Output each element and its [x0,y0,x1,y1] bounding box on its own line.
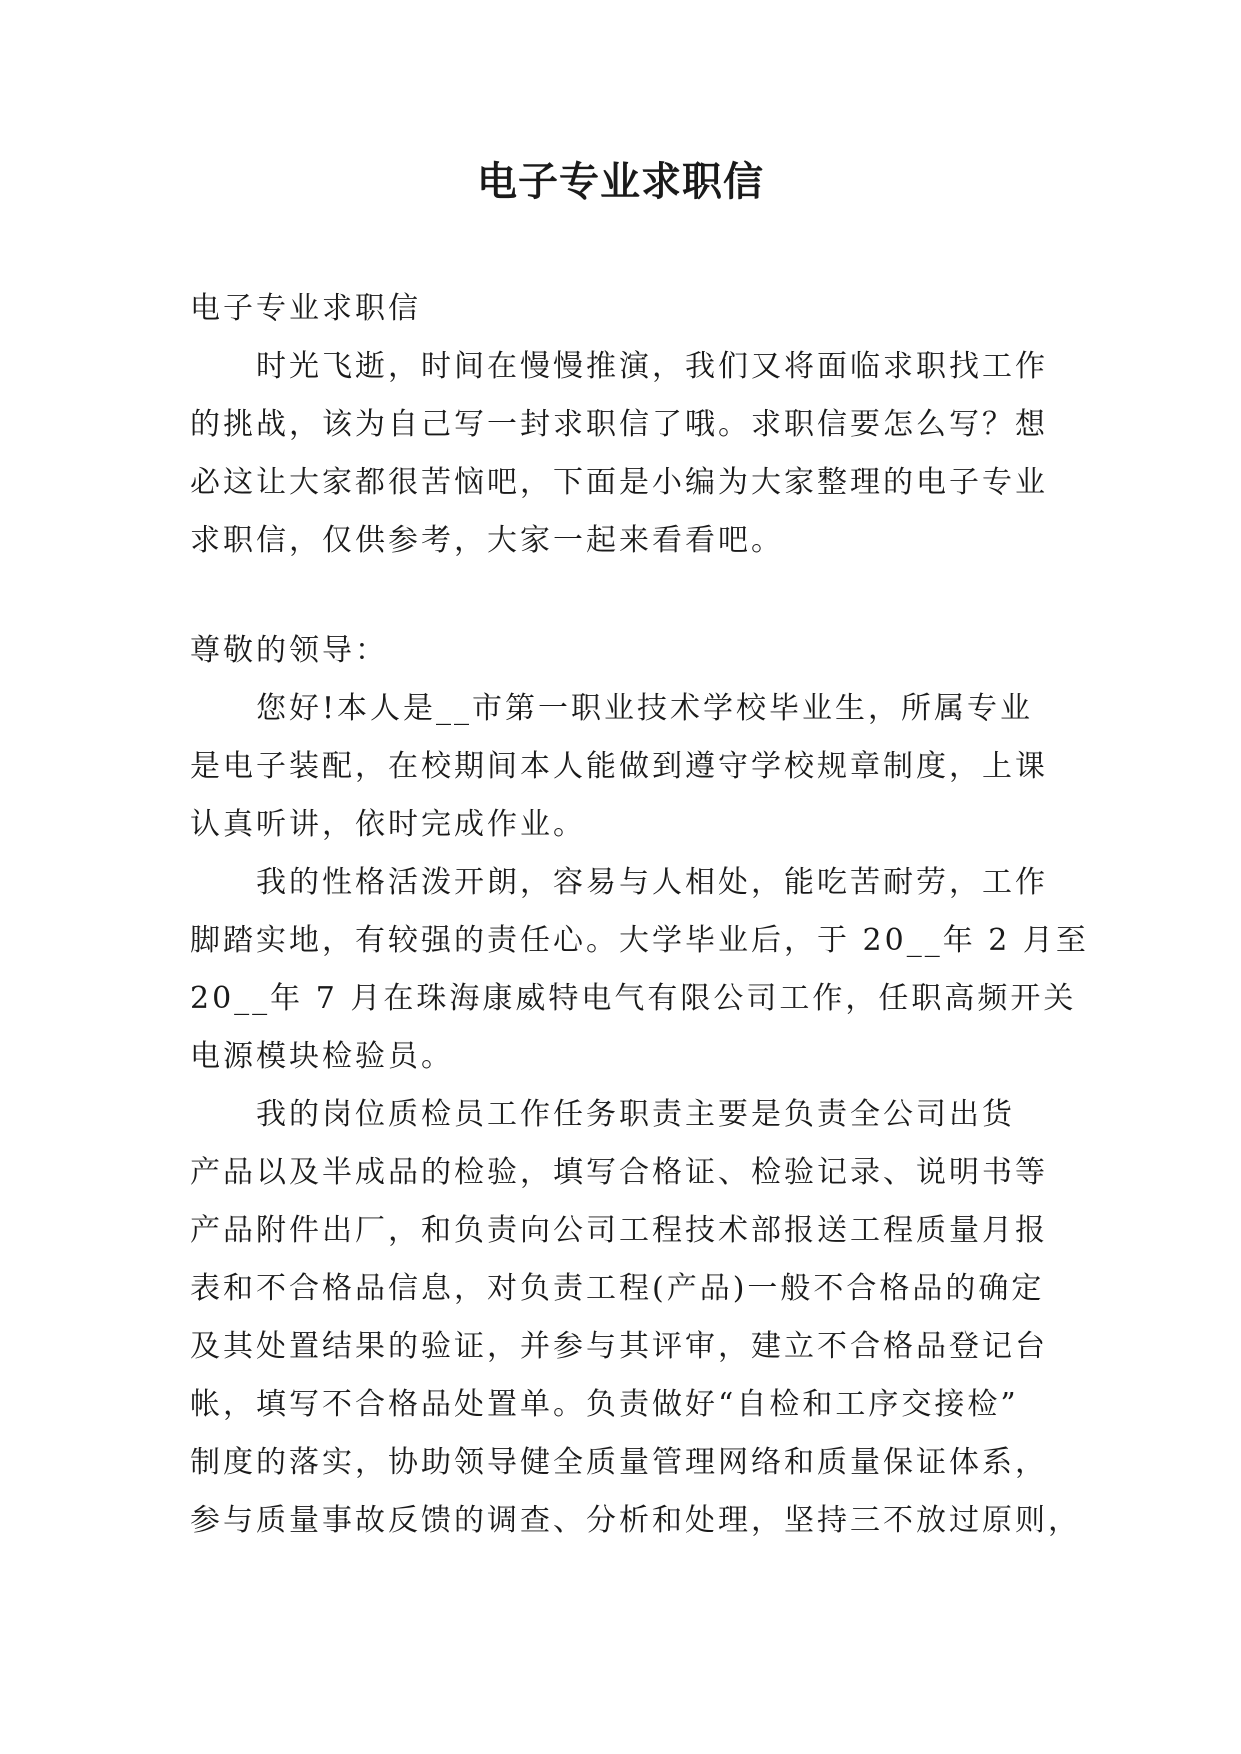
paragraph-line: 是电子装配，在校期间本人能做到遵守学校规章制度，上课 [190,749,1048,784]
paragraph-line: 的挑战，该为自己写一封求职信了哦。求职信要怎么写？想 [190,407,1048,442]
salutation: 尊敬的领导： [190,633,388,668]
paragraph-line: 帐，填写不合格品处置单。负责做好“自检和工序交接检” [190,1387,1019,1422]
paragraph-line: 电源模块检验员。 [190,1039,454,1074]
document-title: 电子专业求职信 [477,159,764,205]
paragraph-line: 参与质量事故反馈的调查、分析和处理，坚持三不放过原则， [190,1503,1081,1538]
paragraph-3 [190,1086,1081,1550]
paragraph-line: 时光飞逝，时间在慢慢推演，我们又将面临求职找工作 [256,349,1048,384]
paragraph-line: 认真听讲，依时完成作业。 [190,807,586,842]
paragraph-line: 制度的落实，协助领导健全质量管理网络和质量保证体系， [190,1445,1048,1480]
paragraph-line: 求职信，仅供参考，大家一起来看看吧。 [190,523,784,558]
paragraph-1 [190,680,1060,854]
document-body [190,280,1089,1550]
paragraph-line: 20__年 7 月在珠海康威特电气有限公司工作，任职高频开关 [190,981,1077,1016]
intro-paragraph [190,338,1060,570]
paragraph-line: 脚踏实地，有较强的责任心。大学毕业后，于 20__年 2 月至 [190,923,1089,958]
paragraph-line: 我的岗位质检员工作任务职责主要是负责全公司出货 [256,1097,1015,1132]
paragraph-spacer [190,570,1060,622]
paragraph-line: 及其处置结果的验证，并参与其评审，建立不合格品登记台 [190,1329,1048,1364]
document-subtitle: 电子专业求职信 [190,291,421,326]
paragraph-line: 必这让大家都很苦恼吧，下面是小编为大家整理的电子专业 [190,465,1048,500]
paragraph-line: 产品附件出厂，和负责向公司工程技术部报送工程质量月报 [190,1213,1048,1248]
paragraph-2 [190,854,1089,1086]
paragraph-line: 我的性格活泼开朗，容易与人相处，能吃苦耐劳，工作 [256,865,1048,900]
paragraph-line: 产品以及半成品的检验，填写合格证、检验记录、说明书等 [190,1155,1048,1190]
paragraph-line: 表和不合格品信息，对负责工程(产品)一般不合格品的确定 [190,1271,1045,1306]
paragraph-line: 您好!本人是__市第一职业技术学校毕业生，所属专业 [256,691,1034,726]
